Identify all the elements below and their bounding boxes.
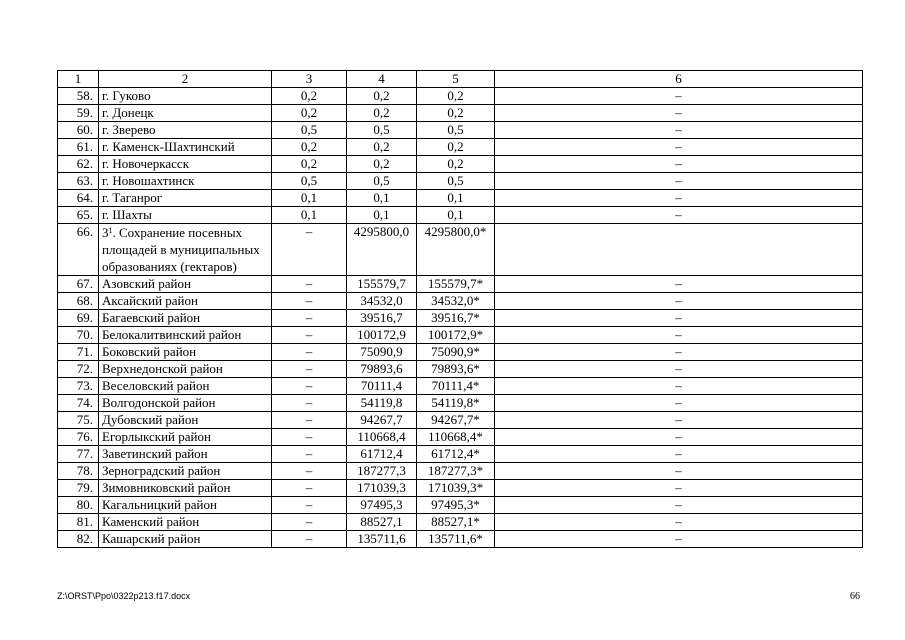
row-col3-cell: – <box>272 497 347 514</box>
row-col4-cell: 0,2 <box>347 156 417 173</box>
row-name-cell: г. Таганрог <box>99 190 272 207</box>
table-row <box>58 412 863 429</box>
row-col6-cell: – <box>495 446 863 463</box>
row-number-cell: 59. <box>58 105 99 122</box>
row-name-cell: Дубовский район <box>99 412 272 429</box>
row-col5-cell: 0,2 <box>417 105 495 122</box>
row-col5-cell: 79893,6* <box>417 361 495 378</box>
page-number: 66 <box>850 591 860 602</box>
table-header-row <box>58 71 863 88</box>
row-name-cell: Кагальницкий район <box>99 497 272 514</box>
row-number-cell: 77. <box>58 446 99 463</box>
section-title-text: . Сохранение посевных площадей в муниципальных образованиях (гектаров) <box>102 225 260 274</box>
row-col4-cell: 135711,6 <box>347 531 417 548</box>
row-number-cell: 80. <box>58 497 99 514</box>
row-col6-cell: – <box>495 207 863 224</box>
row-col4-cell: 0,1 <box>347 190 417 207</box>
row-number-cell: 62. <box>58 156 99 173</box>
row-col3-cell: – <box>272 531 347 548</box>
row-col6-cell: – <box>495 531 863 548</box>
row-col3-cell: – <box>272 514 347 531</box>
row-col5-cell: 94267,7* <box>417 412 495 429</box>
row-col3-cell: 0,2 <box>272 105 347 122</box>
row-number-cell: 81. <box>58 514 99 531</box>
row-name-cell: г. Шахты <box>99 207 272 224</box>
table-row <box>58 497 863 514</box>
table-row <box>58 88 863 105</box>
row-col4-cell: 0,2 <box>347 88 417 105</box>
table-row <box>58 190 863 207</box>
row-number-cell: 65. <box>58 207 99 224</box>
row-col4-cell: 0,1 <box>347 207 417 224</box>
row-col6-cell: – <box>495 514 863 531</box>
table-row <box>58 276 863 293</box>
row-col5-cell: 155579,7* <box>417 276 495 293</box>
row-name-cell: г. Зверево <box>99 122 272 139</box>
row-number-cell: 68. <box>58 293 99 310</box>
row-col3-cell: 0,2 <box>272 156 347 173</box>
row-col6-cell: – <box>495 344 863 361</box>
row-col6-cell: – <box>495 361 863 378</box>
row-name-cell: Веселовский район <box>99 378 272 395</box>
table-row <box>58 105 863 122</box>
row-col5-cell: 110668,4* <box>417 429 495 446</box>
row-col4-cell: 187277,3 <box>347 463 417 480</box>
row-col4-cell: 0,2 <box>347 139 417 156</box>
row-col5-cell: 0,2 <box>417 156 495 173</box>
data-table <box>57 70 863 548</box>
row-number-cell: 82. <box>58 531 99 548</box>
table-row <box>58 378 863 395</box>
row-name-cell: г. Новошахтинск <box>99 173 272 190</box>
row-col4-cell: 0,2 <box>347 105 417 122</box>
row-number-cell: 79. <box>58 480 99 497</box>
row-name-cell: Багаевский район <box>99 310 272 327</box>
row-number-cell: 71. <box>58 344 99 361</box>
row-col4-cell: 97495,3 <box>347 497 417 514</box>
row-col4-cell: 171039,3 <box>347 480 417 497</box>
row-col5-cell: 100172,9* <box>417 327 495 344</box>
header-cell-6: 6 <box>495 71 863 88</box>
header-cell-5: 5 <box>417 71 495 88</box>
row-col5-cell: 0,5 <box>417 173 495 190</box>
table-row <box>58 122 863 139</box>
row-col6-cell: – <box>495 139 863 156</box>
row-name-cell: Аксайский район <box>99 293 272 310</box>
row-col6-cell: – <box>495 190 863 207</box>
row-col3-cell: – <box>272 463 347 480</box>
row-col5-cell: 34532,0* <box>417 293 495 310</box>
table-row <box>58 395 863 412</box>
row-name-cell: г. Каменск-Шахтинский <box>99 139 272 156</box>
table-row <box>58 361 863 378</box>
row-number-cell: 76. <box>58 429 99 446</box>
row-col5-cell: 75090,9* <box>417 344 495 361</box>
row-col6-cell: – <box>495 88 863 105</box>
row-number-cell: 63. <box>58 173 99 190</box>
row-col6-cell <box>495 224 863 276</box>
row-number-cell: 58. <box>58 88 99 105</box>
row-name-cell: Азовский район <box>99 276 272 293</box>
row-col4-cell: 34532,0 <box>347 293 417 310</box>
row-col4-cell: 75090,9 <box>347 344 417 361</box>
row-col3-cell: 0,2 <box>272 88 347 105</box>
row-number-cell: 73. <box>58 378 99 395</box>
table-row <box>58 463 863 480</box>
row-col3-cell: – <box>272 378 347 395</box>
row-col5-cell: 61712,4* <box>417 446 495 463</box>
table-row <box>58 156 863 173</box>
row-col5-cell: 0,1 <box>417 190 495 207</box>
row-col6-cell: – <box>495 497 863 514</box>
row-number-cell: 66. <box>58 224 99 276</box>
row-col3-cell: – <box>272 480 347 497</box>
table-row <box>58 173 863 190</box>
row-col6-cell: – <box>495 395 863 412</box>
row-col5-cell: 0,1 <box>417 207 495 224</box>
row-col6-cell: – <box>495 429 863 446</box>
footer-file-path: Z:\ORST\Ppo\0322p213.f17.docx <box>57 591 191 601</box>
row-name-cell: Зимовниковский район <box>99 480 272 497</box>
row-name-cell: г. Гуково <box>99 88 272 105</box>
row-col6-cell: – <box>495 412 863 429</box>
row-col3-cell: 0,1 <box>272 207 347 224</box>
section-title-cell <box>99 224 272 276</box>
row-col5-cell: 187277,3* <box>417 463 495 480</box>
row-name-cell: Зерноградский район <box>99 463 272 480</box>
row-col4-cell: 61712,4 <box>347 446 417 463</box>
row-col5-cell: 135711,6* <box>417 531 495 548</box>
row-col6-cell: – <box>495 480 863 497</box>
row-col5-cell: 0,2 <box>417 88 495 105</box>
header-cell-3: 3 <box>272 71 347 88</box>
row-col3-cell: – <box>272 395 347 412</box>
row-col3-cell: – <box>272 310 347 327</box>
row-col5-cell: 0,2 <box>417 139 495 156</box>
row-col5-cell: 39516,7* <box>417 310 495 327</box>
section-title-superscript: 1 <box>108 226 113 235</box>
header-cell-2: 2 <box>99 71 272 88</box>
table-row <box>58 531 863 548</box>
row-col4-cell: 79893,6 <box>347 361 417 378</box>
row-col3-cell: – <box>272 276 347 293</box>
row-col4-cell: 110668,4 <box>347 429 417 446</box>
table-row <box>58 207 863 224</box>
table-row <box>58 139 863 156</box>
section-row <box>58 224 863 276</box>
row-number-cell: 72. <box>58 361 99 378</box>
row-col3-cell: 0,2 <box>272 139 347 156</box>
table-row <box>58 429 863 446</box>
row-name-cell: Боковский район <box>99 344 272 361</box>
row-name-cell: Каменский район <box>99 514 272 531</box>
row-col4-cell: 0,5 <box>347 122 417 139</box>
row-col3-cell: – <box>272 412 347 429</box>
row-name-cell: Егорлыкский район <box>99 429 272 446</box>
row-col3-cell: – <box>272 446 347 463</box>
row-name-cell: г. Новочеркасск <box>99 156 272 173</box>
row-number-cell: 64. <box>58 190 99 207</box>
table-row <box>58 293 863 310</box>
row-col3-cell: 0,5 <box>272 173 347 190</box>
row-col5-cell: 0,5 <box>417 122 495 139</box>
table-row <box>58 327 863 344</box>
row-number-cell: 74. <box>58 395 99 412</box>
row-col4-cell: 94267,7 <box>347 412 417 429</box>
row-col3-cell: – <box>272 293 347 310</box>
row-col6-cell: – <box>495 310 863 327</box>
row-col3-cell: – <box>272 327 347 344</box>
row-col4-cell: 88527,1 <box>347 514 417 531</box>
row-number-cell: 75. <box>58 412 99 429</box>
row-col4-cell: 54119,8 <box>347 395 417 412</box>
row-col3-cell: 0,5 <box>272 122 347 139</box>
row-col3-cell: 0,1 <box>272 190 347 207</box>
row-col4-cell: 0,5 <box>347 173 417 190</box>
row-col6-cell: – <box>495 173 863 190</box>
row-col6-cell: – <box>495 122 863 139</box>
row-col6-cell: – <box>495 293 863 310</box>
row-col6-cell: – <box>495 276 863 293</box>
row-col5-cell: 97495,3* <box>417 497 495 514</box>
header-cell-4: 4 <box>347 71 417 88</box>
row-number-cell: 67. <box>58 276 99 293</box>
row-col5-cell: 88527,1* <box>417 514 495 531</box>
row-col5-cell: 54119,8* <box>417 395 495 412</box>
row-col3-cell: – <box>272 361 347 378</box>
row-col4-cell: 39516,7 <box>347 310 417 327</box>
row-col6-cell: – <box>495 327 863 344</box>
row-col6-cell: – <box>495 378 863 395</box>
row-col4-cell: 155579,7 <box>347 276 417 293</box>
row-number-cell: 61. <box>58 139 99 156</box>
row-col3-cell: – <box>272 224 347 276</box>
row-name-cell: Волгодонской район <box>99 395 272 412</box>
row-col3-cell: – <box>272 429 347 446</box>
row-col4-cell: 70111,4 <box>347 378 417 395</box>
row-name-cell: г. Донецк <box>99 105 272 122</box>
table-row <box>58 514 863 531</box>
table-row <box>58 446 863 463</box>
row-number-cell: 78. <box>58 463 99 480</box>
section-title-prefix: 3 <box>102 225 109 240</box>
row-number-cell: 70. <box>58 327 99 344</box>
row-col5-cell: 4295800,0* <box>417 224 495 276</box>
table-row <box>58 480 863 497</box>
table-row <box>58 310 863 327</box>
row-name-cell: Кашарский район <box>99 531 272 548</box>
table-row <box>58 344 863 361</box>
row-col4-cell: 100172,9 <box>347 327 417 344</box>
row-col4-cell: 4295800,0 <box>347 224 417 276</box>
row-col6-cell: – <box>495 156 863 173</box>
row-number-cell: 69. <box>58 310 99 327</box>
row-col5-cell: 171039,3* <box>417 480 495 497</box>
row-number-cell: 60. <box>58 122 99 139</box>
row-name-cell: Белокалитвинский район <box>99 327 272 344</box>
row-name-cell: Заветинский район <box>99 446 272 463</box>
header-cell-1: 1 <box>58 71 99 88</box>
row-col6-cell: – <box>495 105 863 122</box>
row-col3-cell: – <box>272 344 347 361</box>
row-name-cell: Верхнедонской район <box>99 361 272 378</box>
row-col5-cell: 70111,4* <box>417 378 495 395</box>
row-col6-cell: – <box>495 463 863 480</box>
